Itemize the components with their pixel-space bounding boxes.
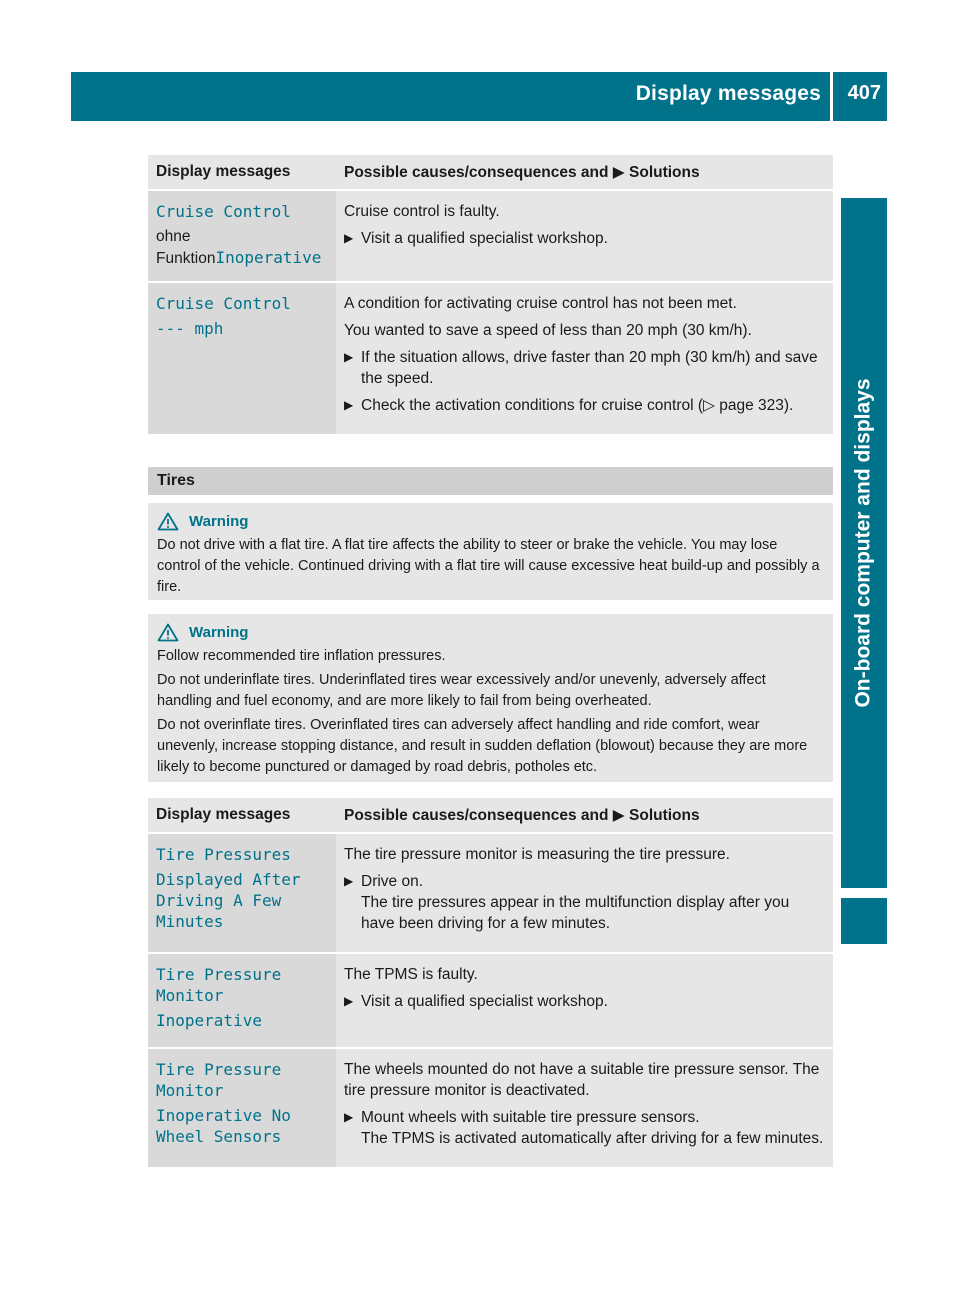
cause-text: Cruise control is faulty.	[344, 203, 500, 220]
variant-mono-text: Inoperative	[215, 248, 322, 267]
table-header-row	[148, 798, 833, 833]
section-heading-tires	[148, 467, 833, 495]
solution-cell	[336, 833, 833, 953]
display-message-text: Cruise Control	[156, 202, 291, 221]
side-tab-text-wrap	[841, 198, 887, 888]
side-tab-marker	[841, 898, 887, 944]
solution-step	[344, 395, 825, 416]
warning-box-flat-tire	[148, 503, 833, 600]
display-message-text: Tire Pressure Monitor	[156, 1060, 282, 1100]
column-header-solutions: Possible causes/consequences and ▶ Solutions	[336, 155, 833, 190]
warning-text: Do not underinflate tires. Underinflated tires wear excessively and/or unevenly, adversely affect handling and fuel economy, and are more likely to fail from being overheated.	[157, 672, 766, 709]
warning-header	[157, 622, 824, 643]
warning-label: Warning	[189, 513, 249, 530]
message-cell	[148, 833, 336, 953]
message-cell	[148, 282, 336, 435]
display-message-text: Tire Pressure Monitor	[156, 965, 282, 1005]
variant-plain-text: ohne Funktion	[156, 228, 216, 267]
solution-cell	[336, 282, 833, 435]
column-header-messages: Display messages	[148, 798, 336, 833]
solution-cell	[336, 953, 833, 1048]
table-header-row	[148, 155, 833, 190]
display-message-text: Displayed After Driving A Few Minutes	[156, 870, 301, 931]
header-title: Display messages	[635, 82, 821, 105]
step-arrow-icon: ▶	[344, 231, 354, 245]
step-text: Check the activation conditions for cruise control (▷ page 323).	[361, 397, 794, 414]
warning-triangle-icon	[157, 623, 179, 642]
section-heading-text: Tires	[157, 472, 195, 489]
step-arrow-icon: ▶	[344, 398, 354, 412]
page-header	[71, 72, 887, 121]
table-row	[148, 1048, 833, 1168]
step-text: Mount wheels with suitable tire pressure sensors. The TPMS is activated automatically after driving for a few minutes.	[361, 1109, 824, 1147]
solution-cell	[336, 190, 833, 282]
display-messages-table-2	[148, 798, 833, 1169]
side-tab-label: On-board computer and displays	[852, 378, 875, 708]
cause-text: You wanted to save a speed of less than 20 mph (30 km/h).	[344, 322, 752, 339]
display-message-text: Tire Pressures	[156, 845, 291, 864]
warning-text: Do not overinflate tires. Overinflated tires can adversely affect handling and ride comfort, wear unevenly, increase stopping distance, and result in sudden deflation (blowout) because they are more likely to become punctured or damaged by road debris, potholes etc.	[157, 717, 808, 775]
message-cell	[148, 1048, 336, 1168]
step-arrow-icon: ▶	[344, 350, 354, 364]
display-message-text: Inoperative	[156, 1011, 262, 1030]
solution-step	[344, 991, 825, 1012]
cause-text: The TPMS is faulty.	[344, 966, 478, 983]
table-row	[148, 833, 833, 953]
solution-step	[344, 871, 825, 934]
solution-step	[344, 1107, 825, 1149]
table-row	[148, 282, 833, 435]
step-arrow-icon: ▶	[344, 994, 354, 1008]
cause-text: A condition for activating cruise control has not been met.	[344, 295, 737, 312]
cause-text: The tire pressure monitor is measuring the tire pressure.	[344, 846, 730, 863]
header-divider	[830, 72, 833, 121]
display-message-text: Inoperative No Wheel Sensors	[156, 1106, 291, 1146]
display-messages-table-1	[148, 155, 833, 436]
solution-step	[344, 347, 825, 389]
display-message-text: --- mph	[156, 319, 224, 338]
warning-triangle-icon	[157, 512, 179, 531]
step-text: Visit a qualified specialist workshop.	[361, 230, 608, 247]
column-header-solutions: Possible causes/consequences and ▶ Solutions	[336, 798, 833, 833]
solution-cell	[336, 1048, 833, 1168]
message-cell	[148, 190, 336, 282]
display-message-variant	[156, 226, 328, 269]
cause-text: The wheels mounted do not have a suitable tire pressure sensor. The tire pressure monitor is deactivated.	[344, 1061, 820, 1099]
warning-text: Follow recommended tire inflation pressures.	[157, 648, 446, 664]
step-arrow-icon: ▶	[344, 1110, 354, 1124]
step-text: If the situation allows, drive faster than 20 mph (30 km/h) and save the speed.	[361, 349, 818, 387]
message-cell	[148, 953, 336, 1048]
solution-step	[344, 228, 825, 249]
warning-label: Warning	[189, 624, 249, 641]
step-text: Visit a qualified specialist workshop.	[361, 993, 608, 1010]
display-message-text: Cruise Control	[156, 294, 291, 313]
warning-text: Do not drive with a flat tire. A flat tire affects the ability to steer or brake the vehicle. You may lose control of the vehicle. Continued driving with a flat tire will cause excessive heat build-up and possibly a fire.	[157, 537, 820, 595]
step-text: Drive on. The tire pressures appear in the multifunction display after you have been driving for a few minutes.	[361, 873, 790, 932]
warning-header	[157, 511, 824, 532]
step-arrow-icon: ▶	[344, 874, 354, 888]
table-row	[148, 953, 833, 1048]
column-header-messages: Display messages	[148, 155, 336, 190]
table-row	[148, 190, 833, 282]
warning-box-inflation	[148, 614, 833, 782]
page-number: 407	[847, 82, 881, 104]
